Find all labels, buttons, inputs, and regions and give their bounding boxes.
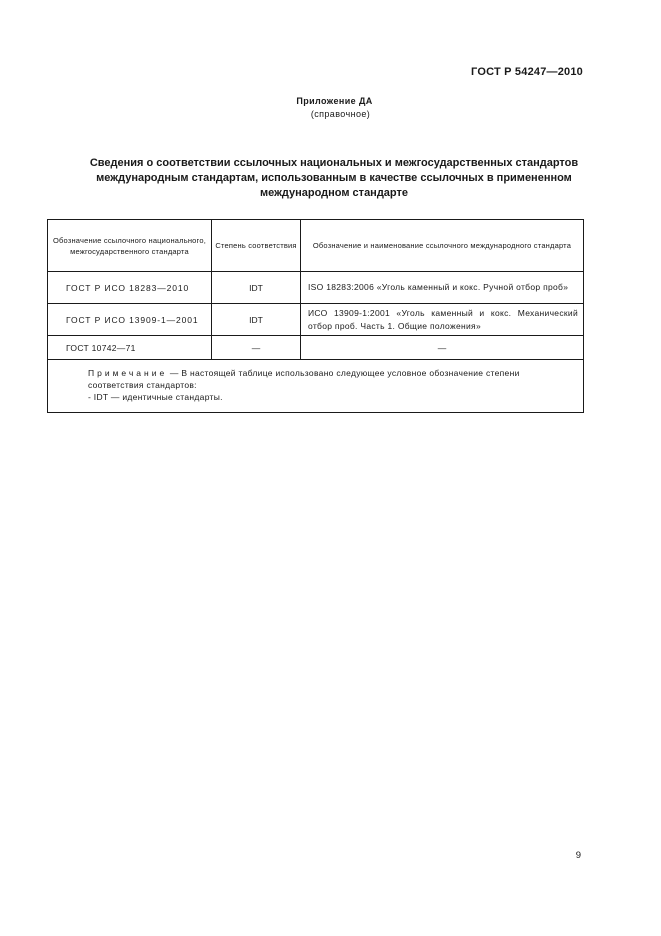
table-row	[48, 304, 584, 336]
header-national-standard: Обозначение ссылочного национального, межгосударственного стандарта	[48, 220, 212, 272]
international-standard-cell: —	[301, 336, 584, 360]
document-code: ГОСТ Р 54247—2010	[471, 66, 583, 78]
section-title	[50, 156, 618, 201]
degree-cell: IDT	[212, 272, 301, 304]
page-number: 9	[575, 850, 581, 861]
section-title-line-2: международным стандартам, использованным в качестве ссылочных в примененном	[96, 172, 572, 184]
note-paragraph	[56, 367, 575, 391]
table-note-row	[48, 360, 584, 413]
note-label: Примечание	[88, 368, 168, 378]
national-standard-cell: ГОСТ 10742—71	[48, 336, 212, 360]
table-row	[48, 336, 584, 360]
note-text: — В настоящей таблице использовано следующее условное обозначение степени соответствия стандартов:	[88, 368, 520, 390]
international-standard-cell: ISO 18283:2006 «Уголь каменный и кокс. Ручной отбор проб»	[301, 272, 584, 304]
correspondence-table	[47, 219, 584, 413]
appendix-subtitle: (справочное)	[310, 109, 371, 119]
national-standard-cell: ГОСТ Р ИСО 18283—2010	[48, 272, 212, 304]
table-row	[48, 272, 584, 304]
section-title-line-1: Сведения о соответствии ссылочных национальных и межгосударственных стандартов	[89, 157, 579, 169]
degree-cell: IDT	[212, 304, 301, 336]
appendix-title: Приложение ДА	[296, 96, 373, 106]
header-international-standard: Обозначение и наименование ссылочного международного стандарта	[301, 220, 584, 272]
table-note	[48, 360, 584, 413]
degree-cell: —	[212, 336, 301, 360]
appendix-heading	[0, 95, 661, 121]
note-list-item: - IDT — идентичные стандарты.	[88, 392, 223, 402]
section-title-line-3: международном стандарте	[259, 187, 409, 199]
header-degree: Степень соответствия	[212, 220, 301, 272]
table-header-row	[48, 220, 584, 272]
national-standard-cell: ГОСТ Р ИСО 13909-1—2001	[48, 304, 212, 336]
international-standard-cell: ИСО 13909-1:2001 «Уголь каменный и кокс. Механический отбор проб. Часть 1. Общие положения»	[301, 304, 584, 336]
